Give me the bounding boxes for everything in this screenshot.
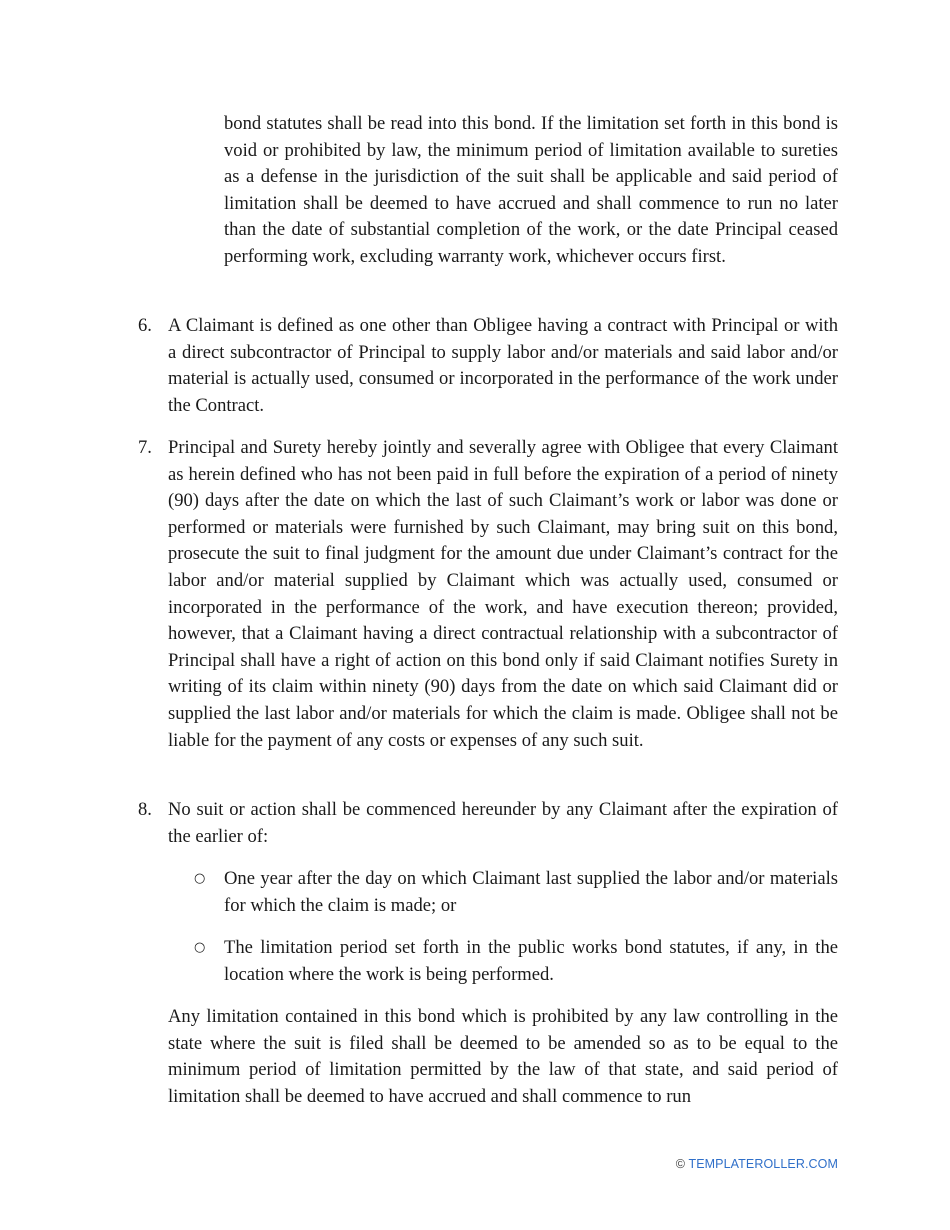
list-item-text: A Claimant is defined as one other than Obligee having a contract with Principal or with a direct subcontractor of Principal to supply labor and/or materials and said labor and/or material is actually used, consumed or incorporated in the performance of the work under the Contract. xyxy=(168,315,838,416)
list-item-6 xyxy=(138,313,838,419)
copyright-symbol: © xyxy=(675,1157,685,1171)
continuation-paragraph: bond statutes shall be read into this bond. If the limitation set forth in this bond is void or prohibited by law, the minimum period of limitation available to sureties as a defense in the jurisdiction of the suit shall be applicable and said period of limitation shall be deemed to have accrued and shall commence to run no later than the date of substantial completion of the work, or the date Principal ceased performing work, excluding warranty work, whichever occurs first. xyxy=(224,113,838,267)
list-item-text: Principal and Surety hereby jointly and severally agree with Obligee that every Claimant as herein defined who has not been paid in full before the expiration of a period of ninety (90) days after the date on which the last of such Claimant’s work or labor was done or performed or materials were furnished by such Claimant, may bring suit on this bond, prosecute the suit to final judgment for the amount due under Claimant’s contract for the labor and/or material supplied by Claimant which was actually used, consumed or incorporated in the performance of the work, and have execution thereon; provided, however, that a Claimant having a direct contractual relationship with a subcontractor of Principal shall have a right of action on this bond only if said Claimant notifies Surety in writing of its claim within ninety (90) days from the date on which said Claimant did or supplied the last labor and/or materials for which the claim is made. Obligee shall not be liable for the payment of any costs or expenses of any such suit. xyxy=(168,437,838,751)
list-item-number: 8. xyxy=(138,799,152,820)
page-footer xyxy=(676,1156,838,1172)
list-item-text: No suit or action shall be commenced hereunder by any Claimant after the expiration of the earlier of: xyxy=(168,799,838,847)
sub-bullet-2 xyxy=(194,935,838,988)
hollow-circle-bullet-icon: ○ xyxy=(194,871,206,886)
list-item-number: 7. xyxy=(138,437,152,458)
sub-bullet-text: The limitation period set forth in the public works bond statutes, if any, in the location where the work is being performed. xyxy=(224,937,838,985)
sub-bullet-text: One year after the day on which Claimant last supplied the labor and/or materials for which the claim is made; or xyxy=(224,868,838,916)
list-item-7 xyxy=(138,435,838,754)
list-item-8 xyxy=(138,797,838,850)
sub-bullet-1 xyxy=(194,866,838,919)
closing-paragraph: Any limitation contained in this bond which is prohibited by any law controlling in the state where the suit is filed shall be deemed to be amended so as to be equal to the minimum period of limitation permitted by the law of that state, and said period of limitation shall be deemed to have accrued and shall commence to run xyxy=(168,1006,838,1107)
list-item-number: 6. xyxy=(138,315,152,336)
hollow-circle-bullet-icon: ○ xyxy=(194,940,206,955)
templateroller-link[interactable]: TEMPLATEROLLER.COM xyxy=(688,1157,838,1171)
